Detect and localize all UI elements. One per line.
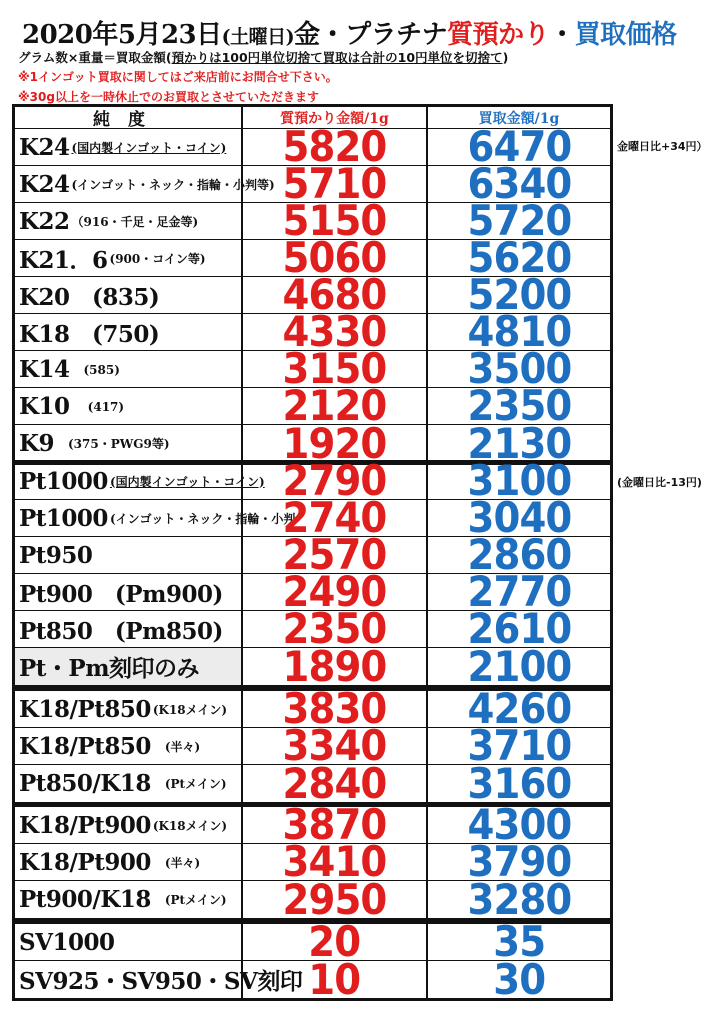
purity-cell: [15, 537, 243, 573]
purity-label: K9: [19, 430, 54, 457]
purity-cell: [15, 728, 243, 764]
pawn-price-value: 10: [308, 954, 361, 1004]
purity-detail: (Ptメイン): [152, 893, 227, 907]
pawn-price-value: 3340: [282, 721, 387, 770]
price-row: [15, 641, 610, 691]
purity-detail: (国内製インゴット・コイン): [71, 140, 227, 155]
title-date: 2020年5月23日: [22, 20, 222, 50]
buy-price-value: 30: [493, 954, 545, 1004]
buy-price-cell: [428, 874, 610, 924]
pawn-price-value: 1920: [282, 418, 387, 468]
purity-cell: [15, 611, 243, 647]
purity-detail: (半々): [152, 855, 201, 870]
pawn-price-value: 2350: [282, 604, 387, 653]
purity-cell: [15, 166, 275, 202]
buy-price-cell: [428, 758, 610, 808]
pawn-price-value: 2790: [282, 456, 387, 505]
pawn-price-value: 2950: [282, 874, 387, 924]
purity-label: Pt850 (Pm850): [19, 617, 223, 645]
pawn-price-value: 5150: [282, 196, 387, 245]
buy-price-value: 2610: [467, 604, 571, 653]
buy-price-value: 2770: [467, 567, 571, 616]
buy-price-value: 3040: [467, 493, 571, 542]
purity-detail: （916・千足・足金等): [71, 214, 199, 229]
ingot-note: ※1インゴット買取に関してはご来店前にお問合せ下さい。: [18, 70, 338, 84]
pawn-price-value: 5710: [282, 159, 387, 208]
buy-price-value: 3100: [467, 456, 571, 505]
purity-cell: [15, 203, 243, 239]
platinum-change-note: (金曜日比-13円): [617, 476, 702, 489]
pawn-price-value: 3150: [282, 344, 387, 393]
buy-price-value: 5720: [467, 196, 571, 245]
pawn-price-value: 2840: [282, 758, 387, 808]
purity-label: Pt850/K18: [19, 770, 151, 797]
buy-price-value: 2350: [467, 381, 571, 430]
pawn-price-value: 3830: [282, 684, 387, 733]
gold-change-note: 金曜日比+34円）: [617, 140, 708, 153]
title-weekday: (土曜日): [221, 26, 295, 48]
price-row: [15, 758, 610, 808]
pawn-price-value: 2490: [282, 567, 387, 616]
purity-detail: (インゴット・ネック・指輪・小判: [109, 511, 296, 526]
buy-price-value: 6470: [467, 122, 571, 171]
purity-label: K21．6: [19, 246, 108, 274]
pawn-price-value: 1890: [282, 641, 387, 691]
purity-label: K18/Pt900: [19, 848, 151, 876]
purity-cell: [15, 961, 303, 998]
page-title: [22, 14, 677, 51]
pawn-price-value: 4330: [282, 307, 387, 356]
purity-label: Pt900/K18: [19, 886, 151, 913]
pawn-price-value: 5820: [282, 122, 387, 171]
title-dot: ・: [549, 20, 575, 50]
purity-label: K18/Pt900: [19, 811, 151, 839]
buy-price-value: 4260: [467, 684, 571, 733]
purity-cell: [15, 648, 243, 685]
pawn-price-cell: [243, 954, 428, 1004]
combo-pt900-price-table: [12, 800, 613, 924]
purity-label: K18/Pt850: [19, 695, 151, 723]
pawn-price-value: 3410: [282, 837, 387, 886]
purity-detail: (900・コイン等): [109, 251, 206, 266]
buy-price-value: 3710: [467, 721, 571, 770]
purity-cell: [15, 691, 243, 727]
buy-price-cell: [428, 641, 610, 691]
purity-detail: (半々): [152, 739, 201, 754]
formula-note: [18, 48, 508, 66]
title-pawn: 質預かり: [447, 20, 550, 50]
purity-cell: [15, 574, 243, 610]
gold-price-table: [12, 104, 613, 468]
purity-cell: [15, 388, 243, 424]
pawn-price-value: 4680: [282, 270, 387, 319]
purity-cell: [15, 277, 243, 313]
purity-detail: (417): [71, 399, 125, 414]
purity-label: SV925・SV950・SV刻印: [19, 968, 303, 995]
purity-label: Pt1000: [19, 504, 108, 532]
pawn-price-value: 2740: [282, 493, 387, 542]
purity-cell: [15, 240, 243, 276]
suspension-note: ※30g以上を一時休止でのお買取とさせていただきます: [18, 90, 319, 104]
silver-price-table: [12, 917, 613, 1004]
buy-price-value: 2860: [467, 530, 571, 579]
title-metals: 金・プラチナ: [294, 20, 448, 50]
purity-label: Pt950: [19, 541, 93, 569]
purity-cell: [15, 765, 243, 802]
buy-price-value: 2130: [467, 418, 571, 468]
purity-label: Pt1000: [19, 467, 108, 495]
purity-label: K14: [19, 355, 70, 383]
purity-label: K24: [19, 170, 70, 198]
purity-label: Pt900 (Pm900): [19, 580, 223, 608]
purity-cell: [15, 844, 243, 880]
formula-note-prefix: グラム数×重量＝買取金額(: [18, 50, 172, 65]
purity-cell: [15, 924, 243, 960]
buy-price-value: 4300: [467, 800, 571, 849]
pawn-price-value: 2570: [282, 530, 387, 579]
pawn-price-cell: [243, 758, 428, 808]
purity-label: K18 (750): [19, 320, 160, 348]
purity-cell: [15, 351, 243, 387]
purity-detail: (国内製インゴット・コイン): [109, 474, 265, 489]
title-buy: 買取価格: [574, 20, 677, 50]
buy-price-value: 3280: [467, 874, 571, 924]
pawn-price-cell: [243, 874, 428, 924]
buy-price-value: 2100: [467, 641, 571, 691]
header-purity: 純度: [15, 107, 243, 128]
pawn-price-value: 5060: [282, 233, 387, 282]
purity-cell: [15, 881, 243, 918]
pawn-price-cell: [243, 641, 428, 691]
platinum-price-table: [12, 456, 613, 691]
purity-detail: (K18メイン): [152, 818, 228, 833]
purity-label: K20 (835): [19, 283, 160, 311]
purity-label: K10: [19, 392, 70, 420]
combo-pt850-price-table: [12, 684, 613, 808]
buy-price-value: 3160: [467, 758, 571, 808]
purity-detail: (Ptメイン): [152, 777, 227, 791]
purity-cell: [15, 807, 243, 843]
buy-price-value: 6340: [467, 159, 571, 208]
header-buy-price: 買取金額/1g: [478, 110, 560, 127]
pawn-price-value: 2120: [282, 381, 387, 430]
buy-price-value: 5620: [467, 233, 571, 282]
purity-cell: [15, 500, 296, 536]
pawn-price-value: 20: [308, 917, 361, 966]
purity-detail: (インゴット・ネック・指輪・小判等): [71, 177, 275, 192]
purity-label: K18/Pt850: [19, 732, 151, 760]
purity-detail: (K18メイン): [152, 702, 228, 717]
purity-detail: (375・PWG9等): [56, 437, 170, 451]
pawn-price-value: 3870: [282, 800, 387, 849]
purity-cell: [15, 463, 265, 499]
purity-detail: (585): [71, 362, 120, 377]
formula-note-suffix: ): [502, 50, 509, 65]
purity-cell: [15, 425, 243, 462]
buy-price-value: 3500: [467, 344, 571, 393]
buy-price-value: 4810: [467, 307, 571, 356]
price-row: [15, 874, 610, 924]
formula-note-rounding: 預かりは100円単位切捨て買取は合計の10円単位を切捨て: [171, 50, 503, 65]
price-row: [15, 954, 610, 1004]
purity-cell: [15, 314, 243, 350]
purity-cell: [15, 129, 243, 165]
header-pawn-price: 質預かり金額/1g: [243, 107, 428, 128]
buy-price-cell: [428, 954, 610, 1004]
buy-price-value: 35: [493, 917, 545, 966]
buy-price-value: 5200: [467, 270, 571, 319]
purity-label: Pt・Pm刻印のみ: [19, 655, 200, 682]
buy-price-value: 3790: [467, 837, 571, 886]
purity-label: K22: [19, 207, 70, 235]
purity-label: SV1000: [19, 928, 115, 956]
purity-label: K24: [19, 133, 70, 161]
